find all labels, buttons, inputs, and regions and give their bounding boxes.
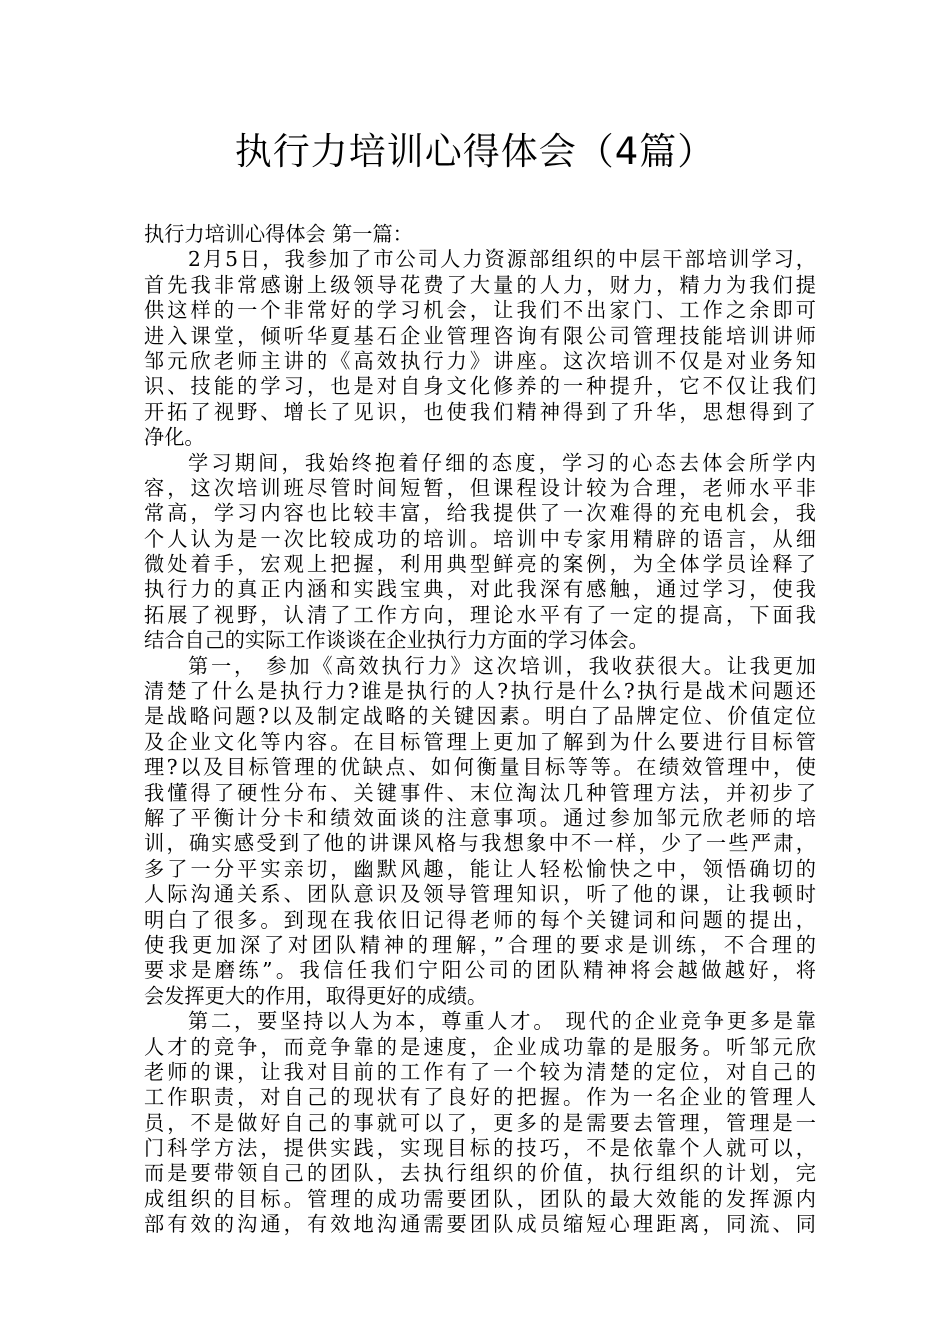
text-line: 微处着手，宏观上把握，利用典型鲜亮的案例，为全体学员诠释了 bbox=[144, 552, 816, 577]
text-line: 2月5日，我参加了市公司人力资源部组织的中层干部培训学习， bbox=[188, 247, 816, 272]
text-line: 会发挥更大的作用，取得更好的成绩。 bbox=[144, 983, 488, 1008]
text-line: 拓展了视野，认清了工作方向，理论水平有了一定的提高，下面我 bbox=[144, 602, 816, 627]
text-line: 我懂得了硬性分布、关键事件、末位淘汰几种管理方法，并初步了 bbox=[144, 780, 816, 805]
text-line: 及企业文化等内容。在目标管理上更加了解到为什么要进行目标管 bbox=[144, 729, 816, 754]
paragraph bbox=[144, 654, 816, 1009]
text-line: 开拓了视野、增长了见识，也使我们精神得到了升华，思想得到了 bbox=[144, 399, 816, 424]
text-line: 要求是磨练”。我信任我们宁阳公司的团队精神将会越做越好，将 bbox=[144, 958, 816, 983]
paragraph bbox=[144, 222, 816, 247]
text-line: 第一， 参加《高效执行力》这次培训，我收获很大。让我更加 bbox=[188, 653, 816, 678]
text-line: 是战略问题?以及制定战略的关键因素。明白了品牌定位、价值定位 bbox=[144, 704, 816, 729]
document-body bbox=[144, 222, 816, 1238]
document-title: 执行力培训心得体会（4篇） bbox=[234, 130, 716, 173]
text-line: 老师的课，让我对目前的工作有了一个较为清楚的定位，对自己的 bbox=[144, 1059, 816, 1084]
paragraph bbox=[144, 247, 816, 450]
text-line: 个人认为是一次比较成功的培训。培训中专家用精辟的语言，从细 bbox=[144, 526, 816, 551]
text-line: 学习期间，我始终抱着仔细的态度，学习的心态去体会所学内 bbox=[188, 450, 816, 475]
text-line: 工作职责，对自己的现状有了良好的把握。作为一名企业的管理人 bbox=[144, 1085, 816, 1110]
text-line: 门科学方法，提供实践，实现目标的技巧，不是依靠个人就可以， bbox=[144, 1136, 816, 1161]
text-line: 容，这次培训班尽管时间短暂，但课程设计较为合理，老师水平非 bbox=[144, 475, 816, 500]
text-line: 训，确实感受到了他的讲课风格与我想象中不一样，少了一些严肃， bbox=[144, 831, 816, 856]
text-line: 多了一分平实亲切，幽默风趣，能让人轻松愉快之中，领悟确切的 bbox=[144, 856, 816, 881]
text-line: 人际沟通关系、团队意识及领导管理知识，听了他的课，让我顿时 bbox=[144, 882, 816, 907]
text-line: 理?以及目标管理的优缺点、如何衡量目标等等。在绩效管理中，使 bbox=[144, 755, 816, 780]
text-line: 供这样的一个非常好的学习机会，让我们不出家门、工作之余即可 bbox=[144, 298, 816, 323]
text-line: 解了平衡计分卡和绩效面谈的注意事项。通过参加邹元欣老师的培 bbox=[144, 805, 816, 830]
text-line: 执行力培训心得体会 第一篇： bbox=[144, 222, 413, 246]
text-line: 成组织的目标。管理的成功需要团队，团队的最大效能的发挥源内 bbox=[144, 1186, 816, 1211]
text-line: 邹元欣老师主讲的《高效执行力》讲座。这次培训不仅是对业务知 bbox=[144, 348, 816, 373]
text-line: 进入课堂，倾听华夏基石企业管理咨询有限公司管理技能培训讲师 bbox=[144, 323, 816, 348]
text-line: 识、技能的学习，也是对自身文化修养的一种提升，它不仅让我们 bbox=[144, 374, 816, 399]
text-line: 人才的竞争，而竞争靠的是速度，企业成功靠的是服务。听邹元欣 bbox=[144, 1034, 816, 1059]
text-line: 首先我非常感谢上级领导花费了大量的人力，财力，精力为我们提 bbox=[144, 272, 816, 297]
text-line: 清楚了什么是执行力?谁是执行的人?执行是什么?执行是战术问题还 bbox=[144, 679, 816, 704]
text-line: 员，不是做好自己的事就可以了，更多的是需要去管理，管理是一 bbox=[144, 1110, 816, 1135]
text-line: 结合自己的实际工作谈谈在企业执行力方面的学习体会。 bbox=[144, 628, 649, 653]
text-line: 净化。 bbox=[144, 425, 205, 450]
text-line: 部有效的沟通，有效地沟通需要团队成员缩短心理距离，同流、同 bbox=[144, 1212, 816, 1237]
text-line: 第二，要坚持以人为本，尊重人才。 现代的企业竞争更多是靠 bbox=[188, 1009, 816, 1034]
paragraph bbox=[144, 451, 816, 654]
paragraph bbox=[144, 1009, 816, 1238]
text-line: 使我更加深了对团队精神的理解，”合理的要求是训练，不合理的 bbox=[144, 932, 816, 957]
text-line: 而是要带领自己的团队，去执行组织的价值，执行组织的计划，完 bbox=[144, 1161, 816, 1186]
text-line: 明白了很多。到现在我依旧记得老师的每个关键词和问题的提出， bbox=[144, 907, 816, 932]
text-line: 常高，学习内容也比较丰富，给我提供了一次难得的充电机会，我 bbox=[144, 501, 816, 526]
text-line: 执行力的真正内涵和实践宝典，对此我深有感触，通过学习，使我 bbox=[144, 577, 816, 602]
